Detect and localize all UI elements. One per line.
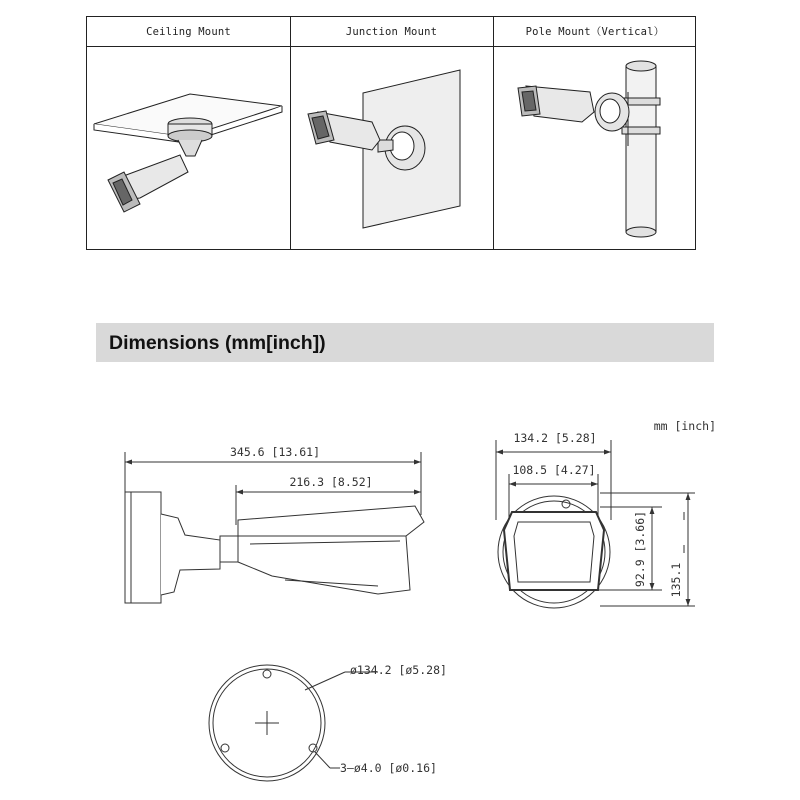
junction-mount-label: Junction Mount — [345, 26, 438, 38]
base-diameter-label: ø134.2 [ø5.28] — [350, 663, 447, 677]
junction-mount-illustration — [308, 70, 460, 228]
section-title: Dimensions (mm[inch]) — [109, 332, 326, 354]
pole-mount-illustration — [518, 61, 660, 237]
side-total-length-label: 345.6 [13.61] — [229, 445, 321, 459]
unit-note: mm [inch] — [653, 419, 716, 433]
ceiling-mount-illustration — [94, 94, 282, 212]
pole-mount-label: Pole Mount（Vertical） — [525, 26, 665, 38]
side-body-length-label: 216.3 [8.52] — [289, 475, 373, 489]
ceiling-mount-label: Ceiling Mount — [146, 26, 231, 38]
front-inner-width-label: 108.5 [4.27] — [512, 463, 596, 477]
side-view-drawing — [125, 452, 424, 603]
base-holes-label: 3—ø4.0 [ø0.16] — [340, 761, 437, 775]
front-outer-width-label: 134.2 [5.28] — [513, 431, 597, 445]
front-inner-height-label: 92.9 [3.66] — [633, 510, 647, 588]
front-total-height-label: 135.1 — [669, 562, 683, 598]
